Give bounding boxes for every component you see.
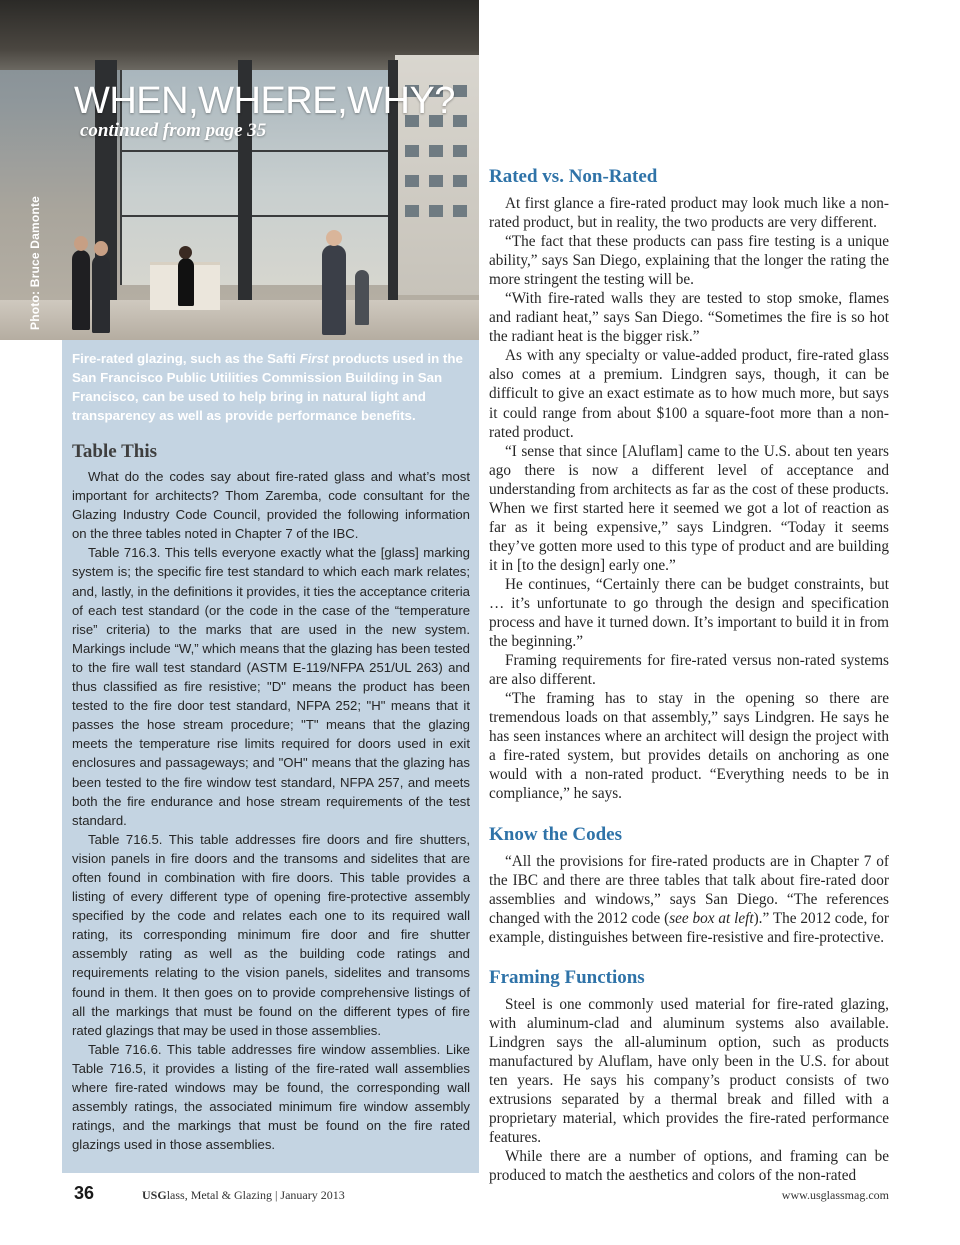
article-column [489,166,889,1185]
article-paragraph: He continues, “Certainly there can be budget constraints, but … it’s unfortunate to go through the design and specification process and have it turned down. It’s important to build it in from the beginning.” [489,575,889,651]
section-heading-codes: Know the Codes [489,823,623,845]
page-footer [74,1183,889,1207]
article-paragraph: At first glance a fire-rated product may look much like a non-rated product, but in reality, the two products are very different. [489,195,889,232]
continued-from-note: continued from page 35 [80,120,267,141]
article-paragraph: While there are a number of options, and framing can be produced to match the aesthetics and colors of the non-rated [489,1148,889,1185]
article-paragraph: “With fire-rated walls they are tested to stop smoke, flames and radiant heat,” says San Diego. “Sometimes the fire is so hot the radiant heat is the bigger risk.” [489,290,889,346]
section-heading-rated: Rated vs. Non-Rated [489,166,658,187]
article-paragraph: Framing requirements for fire-rated versus non-rated systems are also different. [489,652,889,689]
article-paragraph: “The fact that these products can pass fire testing is a unique ability,” says San Diego, explaining that the longer the rating the more stringent the testing will be. [489,233,889,289]
sidebar-paragraph: Table 716.5. This table addresses fire doors and fire shutters, vision panels in fire doors and the transoms and sidelites that are often found in combination with fire doors. This table provides a listing of every different type of opening fire-protective assembly specified by the code and relates each one to its required wall rating, its corresponding minimum fire door and fire shutter assembly rating as well as the building code ratings and requirements relating to the vision panels, sidelites and transoms found in them. It then goes on to provide comprehensive listings of all the markings that must be found on the different types of fire rated glazings that may be used in those assemblies. [72,831,470,1038]
sidebar-body [62,463,479,1154]
magazine-name: USGlass, Metal & Glazing | January 2013 [142,1188,345,1202]
sidebar-heading: Table This [72,441,158,462]
sidebar-paragraph: Table 716.3. This tells everyone exactly what the [glass] marking system is; the specific fire test standard to which each mark relates; and, lastly, in the definitions it provides, it ties the acceptance criteria of each test standard (or the code in the case of the “temperature rise” criteria) to the marks that are used in the new system. Markings include “W,” which means that the glazing has been tested to the fire wall test standard (ASTM E-119/NFPA 251/UL 263) and thus classified as fire resistive; "D" means the product has been tested to the fire door test standard, NFPA 252; "H" means that it passes the hose stream procedure; "T" means that the glazing meets the temperature rise limits required for doors used in exit enclosures and passageways; and "OH" means that the glazing has been tested to the fire window test standard, NFPA 257, and meets both the fire endurance and hose stream requirements of the test standard. [72,545,470,828]
photo-caption: Fire-rated glazing, such as the Safti First products used in the San Francisco Public Utilities Commission Building in San Francisco, can be used to help bring in natural light and transparency as well as provide performance benefits. [72,351,463,423]
page-number: 36 [74,1183,95,1203]
footer-separator: | [275,1188,278,1202]
photo-credit: Photo: Bruce Damonte [28,195,42,330]
article-paragraph: “The framing has to stay in the opening so there are tremendous loads on that assembly,” says Lindgren. He says he has seen instances where an architect will design the project with a fire-rated system, but provides details on anchoring as one would with a non-rated product. “Everything needs to be in compliance,” he says. [489,690,889,803]
table-this-sidebar [62,340,479,1173]
issue-date: January 2013 [280,1188,345,1202]
article-paragraph: “All the provisions for fire-rated products are in Chapter 7 of the IBC and there are three tables that talk about fire-rated door assemblies and windows,” says San Diego. “The references changed with the 2012 code (see box at left).” The 2012 code, for example, distinguishes between fire-resistive and fire-protective. [489,852,889,946]
article-paragraph: Steel is one commonly used material for fire-rated glazing, with aluminum-clad and aluminum systems also available. Lindgren says the all-aluminum option, such as products manufactured by Aluflam, have only been in the U.S. for about ten years. He says his company’s product consists of two extrusions separated by a thermal break and filled with a proprietary material, which provides the fire-rated performance features. [489,995,889,1147]
department-headline: WHEN,WHERE,WHY? [74,80,455,122]
sidebar-paragraph: What do the codes say about fire-rated glass and what’s most important for architects? Thom Zaremba, code consultant for the Glazing Industry Code Council, provided the following information on the three tables noted in Chapter 7 of the IBC. [72,469,470,542]
sidebar-paragraph: Table 716.6. This table addresses fire window assemblies. Like Table 716.5, it provides a listing of the fire-rated wall assemblies where fire-rated windows may be found, the corresponding wall assembly ratings, the associated minimum fire window assembly ratings, and the markings that must be found on the fire rated glazings used in those assemblies. [72,1041,470,1153]
hero-photo [0,0,479,340]
website-link[interactable]: www.usglassmag.com [781,1188,889,1202]
section-heading-framing: Framing Functions [489,966,645,988]
article-paragraph: “I sense that since [Aluflam] came to the U.S. about ten years ago there is now a different level of acceptance and understanding from architects as far as the cost of these products. When we first started here it seemed we got a lot of reaction as far as it being expensive,” says Lindgren. “Today it seems they’ve gotten more used to this type of product and are building it in [to the design] early one.” [489,442,889,574]
article-paragraph: As with any specialty or value-added product, fire-rated glass also comes at a premium. Lindgren says, though, it can be difficult to give an exact estimate as to how much more, but says it could range from about $100 a square-foot more than a non-rated product. [489,347,889,441]
